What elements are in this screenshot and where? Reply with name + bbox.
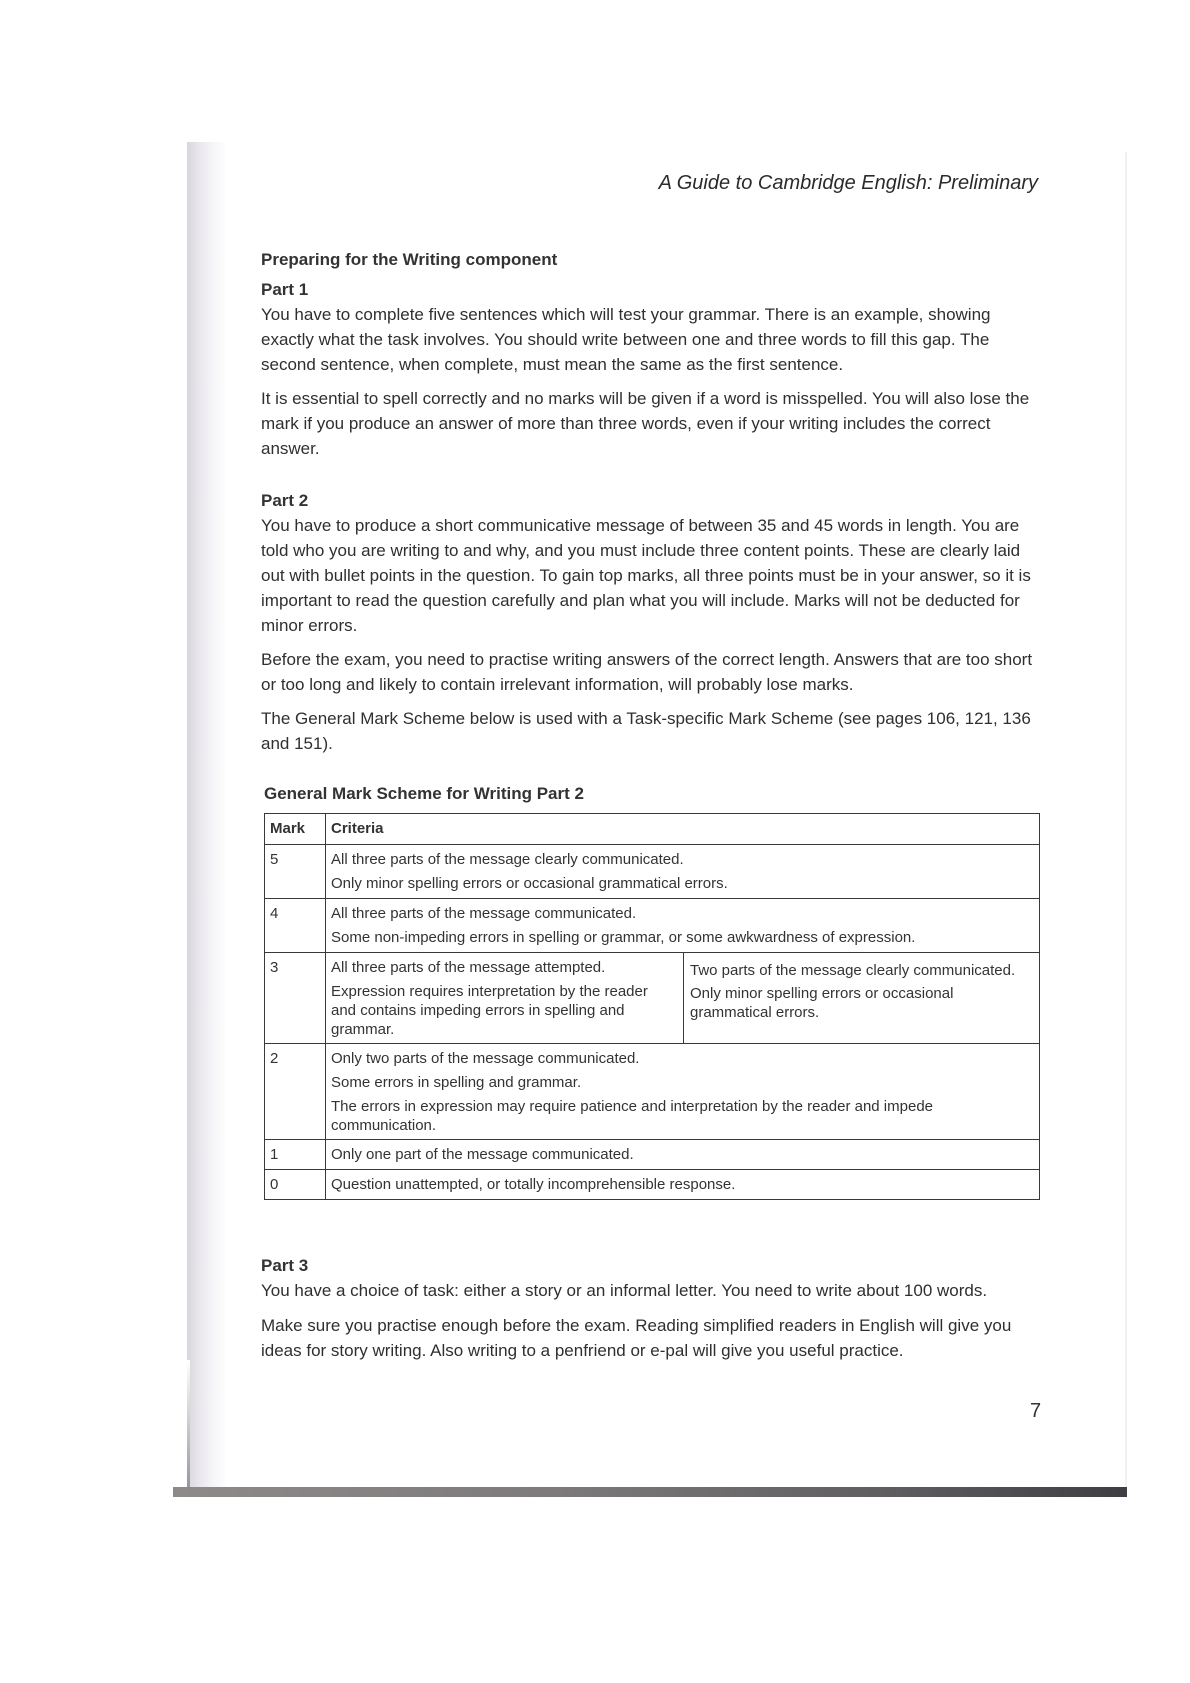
table-row [265, 1170, 1040, 1200]
criteria-line: Only two parts of the message communicated. [331, 1050, 640, 1067]
criteria-line: Some errors in spelling and grammar. [331, 1074, 582, 1091]
running-header: A Guide to Cambridge English: Preliminary [658, 172, 1038, 194]
table-row [265, 1140, 1040, 1170]
part1-paragraph: It is essential to spell correctly and no marks will be given if a word is misspelled. You will also lose the mark if you produce an answer of more than three words, even if your writing includes the correct answer. [261, 389, 1030, 458]
mark-value: 2 [265, 1044, 326, 1140]
part1-heading: Part 1 [261, 280, 309, 299]
criteria-line: Expression requires interpretation by the reader and contains impeding errors in spelling and grammar. [331, 983, 648, 1038]
criteria-left [331, 953, 684, 1043]
part3-section [261, 1253, 1051, 1363]
page-bottom-edge-bar [173, 1487, 1127, 1497]
column-header-criteria: Criteria [326, 814, 1040, 845]
criteria-line: Only minor spelling errors or occasional grammatical errors. [690, 985, 954, 1021]
criteria-right [684, 958, 1034, 1039]
table-row [265, 1044, 1040, 1140]
criteria-line: All three parts of the message clearly communicated. [331, 851, 684, 868]
criteria-line: The errors in expression may require patience and interpretation by the reader and impede communication. [331, 1098, 934, 1134]
part2-paragraph: The General Mark Scheme below is used with a Task-specific Mark Scheme (see pages 106, 121, 136 and 151). [261, 709, 1031, 753]
table-row [265, 953, 1040, 1044]
mark-value: 4 [265, 899, 326, 953]
mark-value: 5 [265, 845, 326, 899]
mark-value: 3 [265, 953, 326, 1044]
criteria-line: Only minor spelling errors or occasional grammatical errors. [331, 875, 728, 892]
table-row [265, 899, 1040, 953]
part3-paragraph: You have a choice of task: either a story or an informal letter. You need to write about 100 words. [261, 1281, 988, 1300]
part3-heading: Part 3 [261, 1256, 309, 1275]
part1-paragraph: You have to complete five sentences which will test your grammar. There is an example, showing exactly what the task involves. You should write between one and three words to fill this gap. The second sentence, when complete, must mean the same as the first sentence. [261, 305, 991, 374]
table-row [265, 845, 1040, 899]
column-header-mark: Mark [265, 814, 326, 845]
mark-scheme-title: General Mark Scheme for Writing Part 2 [264, 784, 584, 803]
criteria-cell [326, 1140, 1040, 1170]
criteria-cell [326, 899, 1040, 953]
criteria-line: Two parts of the message clearly communicated. [690, 962, 1016, 979]
part3-paragraph: Make sure you practise enough before the exam. Reading simplified readers in English will give you ideas for story writing. Also writing to a penfriend or e-pal will give you useful practice. [261, 1316, 1012, 1360]
mark-value: 0 [265, 1170, 326, 1200]
criteria-cell [326, 1170, 1040, 1200]
table-header-row [265, 814, 1040, 845]
criteria-cell [326, 845, 1040, 899]
criteria-line: Only one part of the message communicated. [331, 1146, 634, 1163]
section-writing-intro [261, 247, 1051, 461]
criteria-line: All three parts of the message communicated. [331, 905, 637, 922]
page-gutter-line [187, 1360, 190, 1487]
criteria-line: Some non-impeding errors in spelling or grammar, or some awkwardness of expression. [331, 929, 916, 946]
page-number: 7 [1030, 1400, 1042, 1422]
page-gutter-shadow [187, 142, 227, 1487]
part2-section [261, 488, 1051, 756]
criteria-line: All three parts of the message attempted. [331, 959, 606, 976]
mark-value: 1 [265, 1140, 326, 1170]
part2-paragraph: You have to produce a short communicative message of between 35 and 45 words in length. You are told who you are writing to and why, and you must include three content points. These are clearly laid out with bullet points in the question. To gain top marks, all three points must be in your answer, so it is important to read the question carefully and plan what you will include. Marks will not be deducted for minor errors. [261, 516, 1031, 635]
page-right-edge [1125, 152, 1127, 1487]
criteria-cell [326, 1044, 1040, 1140]
part2-paragraph: Before the exam, you need to practise writing answers of the correct length. Answers that are too short or too long and likely to contain irrelevant information, will probably lose marks. [261, 650, 1033, 694]
mark-scheme-table [264, 813, 1040, 1200]
part2-heading: Part 2 [261, 491, 309, 510]
section-title: Preparing for the Writing component [261, 250, 558, 269]
criteria-line: Question unattempted, or totally incomprehensible response. [331, 1176, 736, 1193]
criteria-cell-split [326, 953, 1040, 1044]
